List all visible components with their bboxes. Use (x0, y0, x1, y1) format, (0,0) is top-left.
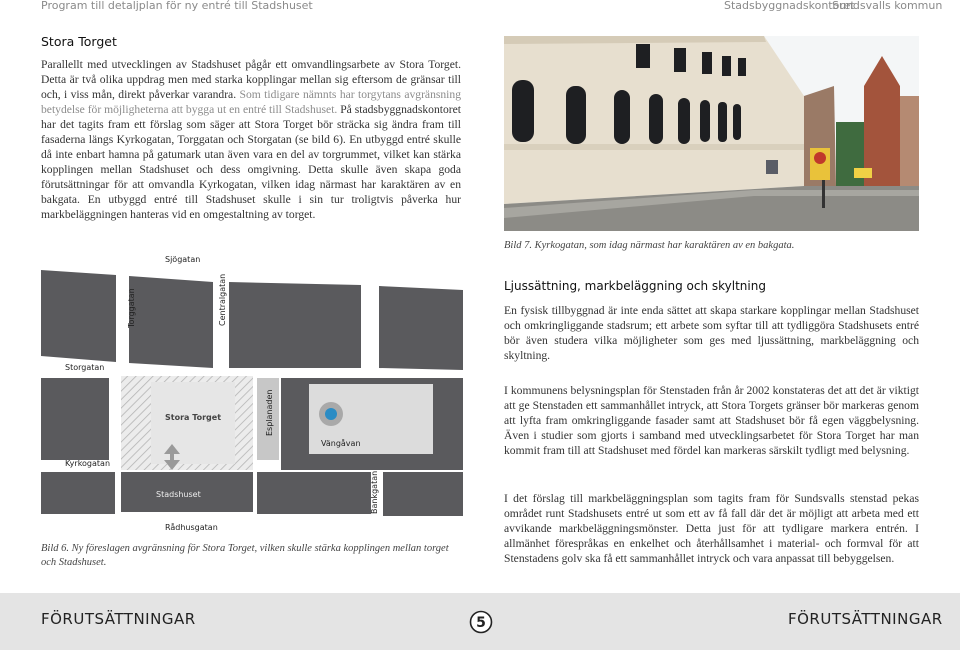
label-centralgatan: Centralgatan (218, 273, 227, 326)
street-map (41, 250, 465, 540)
page-number-badge (469, 610, 493, 634)
body-text-part-1: Parallellt med utvecklingen av Stadshuset pågår ett omvandlingsarbete av Stora Torget. Detta är två olika uppdrag men med starka kopplingar mellan sig eftersom de gränsar till och, i viss mån, direkt påverkar varandra. (41, 58, 461, 101)
vangavan-fountain-center (325, 408, 337, 420)
lighting-paragraph-2: I kommunens belysningsplan för Stenstaden från år 2002 konstateras det att det är viktigt att ge Stenstaden ett sammanhållet intryck, att Stora Torgets gränser bör markeras genom att lyfta fram omkringliggande fasader samt att Stadshuset bör få egen väggbelysning. Även i studier som gjorts i samband med utvecklingsarbetet för Stora Torget har man kommit fram till att Stadshuset med fördel kan markeras särskilt tydligt med belysning. (504, 384, 919, 457)
running-header-municipality: Sundsvalls kommun (832, 0, 943, 12)
city-block (129, 276, 213, 368)
city-block (41, 378, 109, 460)
city-block (41, 472, 115, 514)
stora-torget-square (151, 382, 235, 464)
city-block (41, 270, 116, 362)
page-footer (0, 593, 960, 650)
label-vangavan: Vängåvan (321, 439, 361, 448)
running-header-title: Program till detaljplan för ny entré till Stadshuset (41, 0, 313, 12)
section-body (41, 57, 461, 222)
label-sjogatan: Sjögatan (165, 255, 201, 264)
running-header-office: Stadsbyggnadskontoret (724, 0, 855, 12)
subsection-title: Ljussättning, markbeläggning och skyltning (504, 279, 766, 293)
label-kyrkogatan: Kyrkogatan (65, 459, 111, 468)
section-title: Stora Torget (41, 34, 117, 49)
label-storgatan: Storgatan (65, 363, 105, 372)
page-number: 5 (476, 615, 486, 631)
footer-section-right: FÖRUTSÄTTNINGAR (788, 610, 943, 628)
label-torggatan: Torggatan (127, 288, 136, 328)
label-bankgatan: Bankgatan (370, 470, 379, 514)
footer-section-left: FÖRUTSÄTTNINGAR (41, 610, 196, 628)
figure-caption-6: Bild 6. Ny föreslagen avgränsning för Stora Torget, vilken skulle stärka kopplingen mellan torget och Stadshuset. (41, 543, 449, 568)
lighting-paragraph-3: I det förslag till markbeläggningsplan som tagits fram för Sundsvalls stenstad pekas området runt Stadshusets entré ut som ett av få fall där det är möjligt att arbeta med ett avvikande markbeläggningsmönster. Detta just för att tydligare markera entrén. I allmänhet förespråkas en enkelhet och återhållsamhet i material- och formval för att Stenstadens golv ska få ett sammanhållet intryck och vara anpassat till bebyggelsen. (504, 492, 919, 565)
label-esplanaden: Esplanaden (265, 389, 274, 436)
label-radhusgatan: Rådhusgatan (165, 523, 218, 532)
city-block (379, 286, 463, 370)
body-text-highlight: Som tidigare nämnts har torgytans avgränsning betydelse för möjligheterna att bygga ut en entré till Stadshuset. (41, 88, 461, 116)
figure-caption-7: Bild 7. Kyrkogatan, som idag närmast har karaktären av en bakgata. (504, 240, 795, 251)
lighting-paragraph-1: En fysisk tillbyggnad är inte enda sättet att skapa starkare kopplingar mellan Stadshuset och omkringliggande stadsrum; ett arbete som syftar till att tydliggöra Stadshusets entré bör även studera vilka möjligheter som ges med ljussättning, markbeläggning och skyltning. (504, 304, 919, 362)
label-stora-torget: Stora Torget (165, 413, 222, 422)
city-block (383, 472, 463, 516)
city-block (229, 282, 361, 368)
street-photo (504, 36, 919, 231)
body-text-part-2: På stadsbyggnadskontoret har det tagits fram ett förslag som säger att Stora Torget bör sträcka sig ändra fram till fasaderna längs Kyrkogatan, Torggatan och Storgatan (se bild 6). En utbyggd entré skulle då inte enbart hamna på gatumark utan även vara en del av torgrummet, vilket kan stärka kopplingen mellan Stadshuset och dess omgivning. Detta skulle även skapa goda förutsättningar för att omvandla Kyrkogatan, vilken idag närmast har karaktären av en bakgata. En utbyggd entré till Stadshuset skulle i sin tur troligtvis påverka hur markbeläggningen hanteras vid en omgestaltning av torget. (41, 103, 461, 221)
label-stadshuset: Stadshuset (156, 490, 201, 499)
city-block (257, 472, 371, 514)
